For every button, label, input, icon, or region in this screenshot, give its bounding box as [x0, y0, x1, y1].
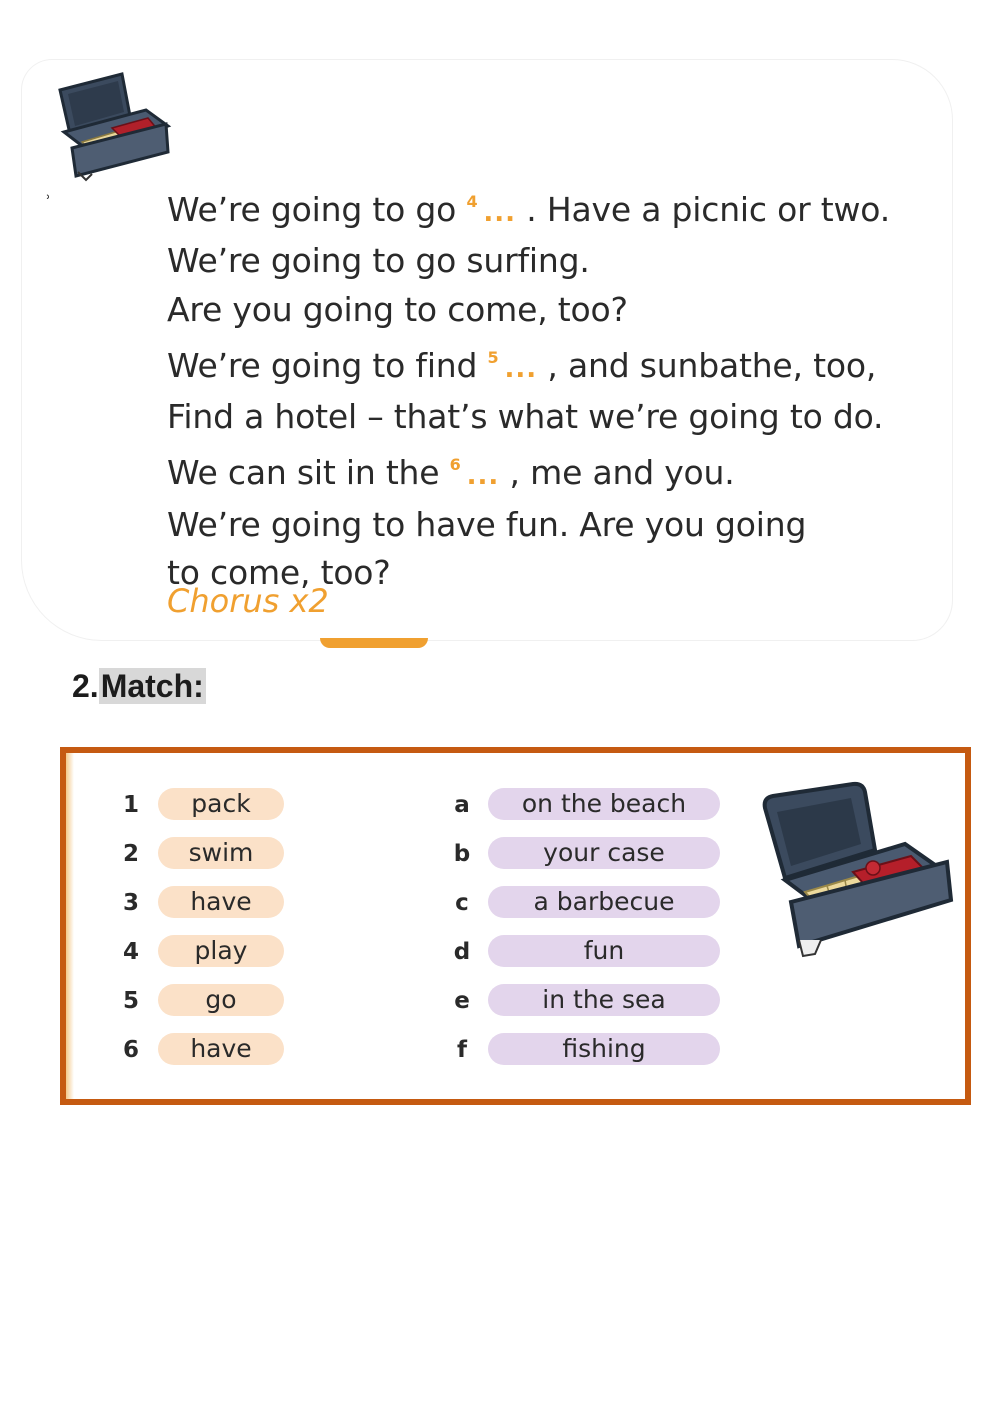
- item-number: 1: [122, 792, 139, 818]
- section-number: 2.: [72, 668, 99, 704]
- item-letter: a: [454, 792, 470, 818]
- lyric-text: We can sit in the: [167, 453, 450, 493]
- gap-dots: ...: [504, 353, 538, 384]
- item-letter: d: [453, 939, 471, 965]
- lyric-text: We’re going to find: [167, 345, 488, 385]
- lyric-line: [167, 441, 957, 500]
- item-number: 6: [122, 1037, 139, 1063]
- lyric-line: We’re going to go surfing.: [167, 241, 590, 281]
- item-number: 5: [122, 988, 139, 1014]
- section-heading: Match:: [100, 668, 204, 704]
- section-title: [72, 668, 206, 705]
- match-row: [66, 886, 766, 920]
- phrase-pill[interactable]: on the beach: [488, 788, 720, 820]
- match-row: [66, 1033, 766, 1067]
- gap-marker: [488, 346, 538, 385]
- gap-marker: [466, 190, 516, 229]
- phrase-pill[interactable]: fun: [488, 935, 720, 967]
- match-row: [66, 984, 766, 1018]
- phrase-pill[interactable]: in the sea: [488, 984, 720, 1016]
- verb-pill[interactable]: swim: [158, 837, 284, 869]
- chorus-label: Chorus x2: [167, 582, 329, 620]
- gap-dots: ...: [466, 461, 500, 492]
- gap-number: 4: [466, 192, 478, 211]
- lyric-line: to come, too?: [167, 553, 391, 593]
- phrase-pill[interactable]: your case: [488, 837, 720, 869]
- decorative-arc: [320, 638, 428, 648]
- match-row: [66, 935, 766, 969]
- item-letter: c: [455, 890, 469, 916]
- suitcase-icon: [755, 780, 955, 970]
- item-letter: f: [456, 1037, 467, 1063]
- phrase-pill[interactable]: fishing: [488, 1033, 720, 1065]
- verb-pill[interactable]: play: [158, 935, 284, 967]
- item-letter: b: [453, 841, 471, 867]
- lyric-line: Find a hotel – that’s what we’re going to do.: [167, 397, 884, 437]
- item-letter: e: [454, 988, 470, 1014]
- song-lyrics: [167, 178, 957, 597]
- match-row: [66, 788, 766, 822]
- item-number: 2: [122, 841, 139, 867]
- lyric-text: . Have a picnic or two.: [516, 190, 891, 229]
- verb-pill[interactable]: pack: [158, 788, 284, 820]
- lyric-line: Are you going to come, too?: [167, 289, 628, 329]
- lyric-text: We’re going to go: [167, 190, 467, 229]
- lyric-line: We’re going to have fun. Are you going: [167, 504, 807, 544]
- lyric-line: [167, 178, 957, 237]
- gap-marker: [450, 453, 500, 492]
- gap-number: 6: [449, 455, 461, 475]
- verb-pill[interactable]: have: [158, 1033, 284, 1065]
- gap-dots: ...: [483, 198, 517, 228]
- match-row: [66, 837, 766, 871]
- item-number: 3: [122, 890, 139, 916]
- verb-pill[interactable]: have: [158, 886, 284, 918]
- lyric-line: [167, 334, 957, 393]
- stray-mark: ˒: [46, 188, 51, 207]
- lyric-text: , me and you.: [499, 453, 735, 493]
- verb-pill[interactable]: go: [158, 984, 284, 1016]
- gap-number: 5: [487, 347, 499, 367]
- item-number: 4: [122, 939, 139, 965]
- phrase-pill[interactable]: a barbecue: [488, 886, 720, 918]
- suitcase-icon: [50, 68, 172, 184]
- lyric-text: , and sunbathe, too,: [537, 345, 877, 385]
